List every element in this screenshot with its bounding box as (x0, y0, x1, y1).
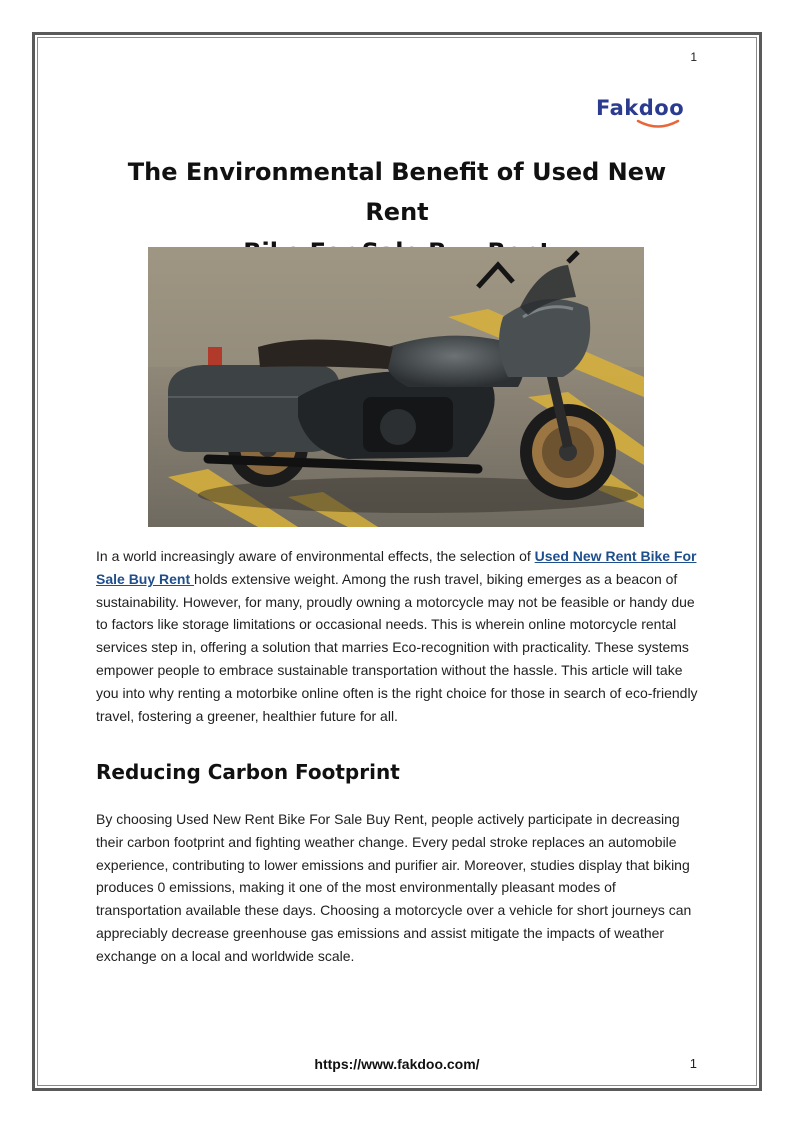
used-new-rent-bike-link[interactable]: Used New Rent Bike For Sale Buy Rent (96, 548, 697, 587)
logo-text: Fakdoo (596, 96, 685, 120)
motorcycle-illustration (148, 247, 644, 527)
logo-smile-icon (636, 118, 680, 130)
motorcycle-photo (148, 247, 644, 527)
section-paragraph: By choosing Used New Rent Bike For Sale Buy Rent, people actively participate in decreasing their carbon footprint and fighting weather change. Every pedal stroke replaces an automobile experience, contributing to lower emissions and purifier air. Moreover, studies display that biking produces 0 emissions, making it one of the most environmentally pleasant modes of transportation available these days. Choosing a motorcycle over a vehicle for short journeys can appreciably decrease greenhouse gas emissions and assist mitigate the impacts of weather exchange on a local and worldwide scale. (96, 811, 692, 964)
intro-text-start: In a world increasingly aware of environmental effects, the selection of (96, 548, 535, 564)
page-number-top: 1 (690, 50, 697, 64)
intro-paragraph (96, 545, 698, 727)
footer-url[interactable]: https://www.fakdoo.com/ (314, 1056, 480, 1072)
section-heading: Reducing Carbon Footprint (96, 760, 400, 784)
page-number-bottom: 1 (689, 1056, 697, 1071)
intro-text-end: holds extensive weight. Among the rush travel, biking emerges as a beacon of sustainability. However, for many, proudly owning a motorcycle may not be feasible or handy due to factors like storage limitations or occasional needs. This is wherein online motorcycle rental services step in, offering a solution that marries Eco-recognition with practicality. These systems empower people to embrace sustainable transportation without the hassle. This article will take you into why renting a motorbike online often is the right choice for those in search of eco-friendly travel, fostering a greener, healthier future for all. (96, 570, 698, 724)
title-line-1: The Environmental Benefit of Used New Rent (127, 158, 667, 226)
fakdoo-logo[interactable] (596, 96, 696, 136)
